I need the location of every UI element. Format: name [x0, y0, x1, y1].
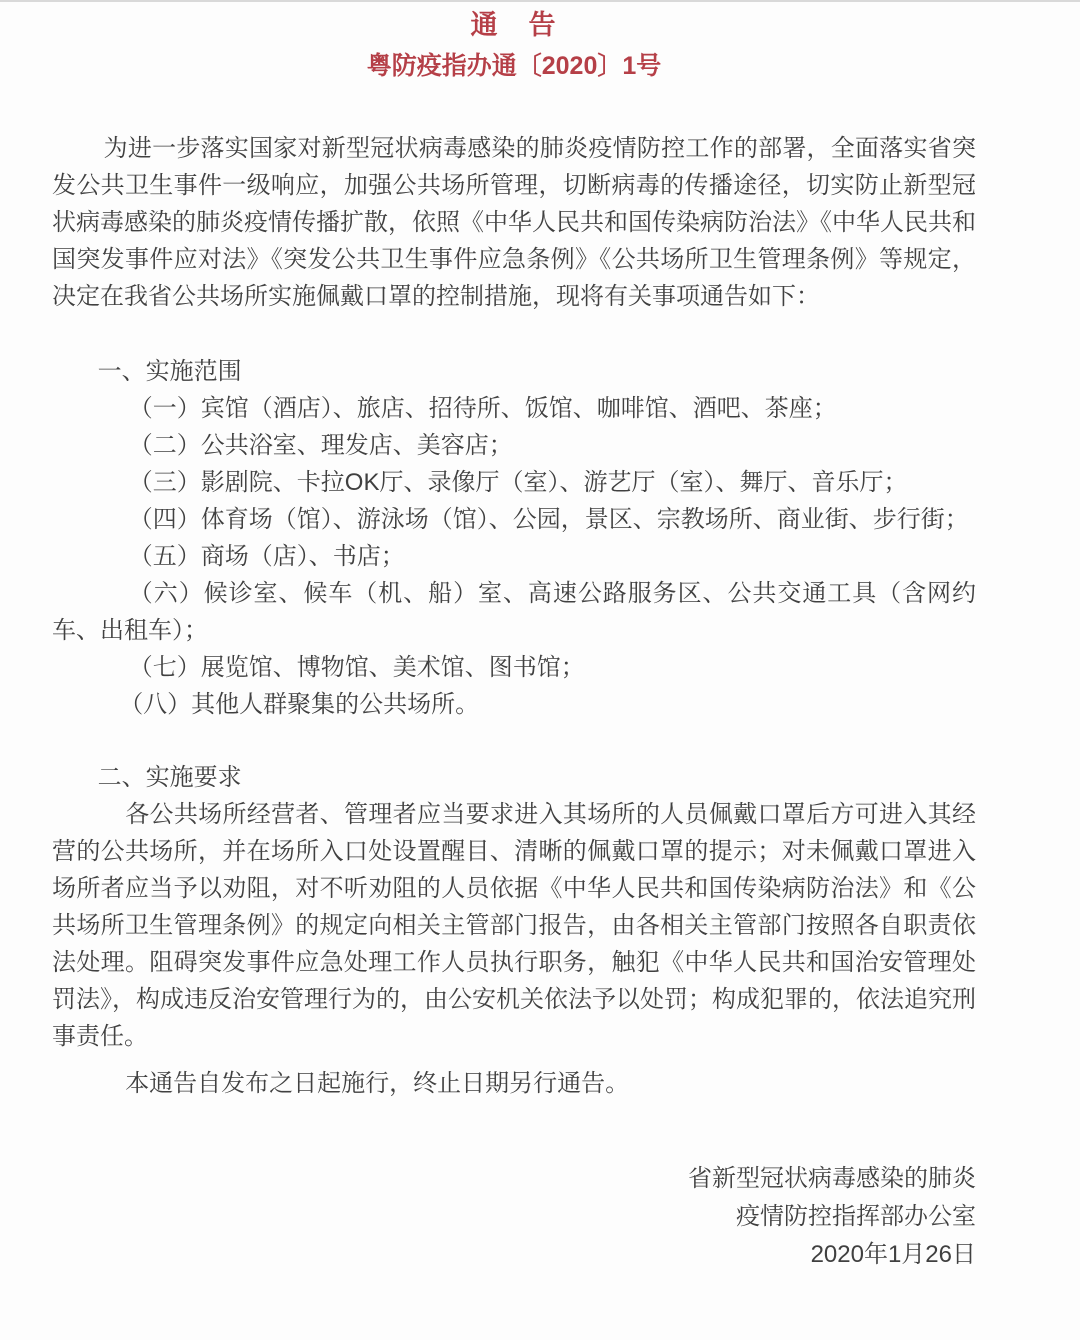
effective-date-paragraph: 本通告自发布之日起施行，终止日期另行通告。 — [125, 1070, 630, 1097]
section1-heading: 一、实施范围 — [97, 358, 242, 385]
signature-org-line2: 疫情防控指挥部办公室 — [736, 1203, 976, 1230]
intro-paragraph: 为进一步落实国家对新型冠状病毒感染的肺炎疫情防控工作的部署，全面落实省突发公共卫生事件一级响应，加强公共场所管理，切断病毒的传播途径，切实防止新型冠状病毒感染的肺炎疫情传播扩散，依照《中华人民共和国传染病防治法》《中华人民共和国突发事件应对法》《突发公共卫生事件应急条例》《公共场所卫生管理条例》等规定，决定在我省公共场所实施佩戴口罩的控制措施，现将有关事项通告如下： — [52, 135, 976, 310]
scope-item-6: （六）候诊室、候车（机、船）室、高速公路服务区、公共交通工具（含网约车、出租车）； — [52, 580, 976, 644]
scope-item-1: （一）宾馆（酒店）、旅店、招待所、饭馆、咖啡馆、酒吧、茶座； — [128, 395, 837, 422]
requirements-paragraph: 各公共场所经营者、管理者应当要求进入其场所的人员佩戴口罩后方可进入其经营的公共场所，并在场所入口处设置醒目、清晰的佩戴口罩的提示；对未佩戴口罩进入场所者应当予以劝阻，对不听劝阻的人员依据《中华人民共和国传染病防治法》和《公共场所卫生管理条例》的规定向相关主管部门报告，由各相关主管部门按照各自职责依法处理。阻碍突发事件应急处理工作人员执行职务，触犯《中华人民共和国治安管理处罚法》，构成违反治安管理行为的，由公安机关依法予以处罚；构成犯罪的，依法追究刑事责任。 — [52, 801, 976, 1050]
signature-block — [52, 1160, 976, 1274]
scope-item-2: （二）公共浴室、理发店、美容店； — [128, 432, 513, 459]
scope-item-7: （七）展览馆、博物馆、美术馆、图书馆； — [128, 654, 585, 681]
signature-date: 2020年1月26日 — [810, 1241, 976, 1268]
scope-item-4: （四）体育场（馆）、游泳场（馆）、公园，景区、宗教场所、商业街、步行街； — [128, 506, 969, 533]
scope-item-8: （八）其他人群聚集的公共场所。 — [119, 691, 480, 718]
scope-item-5: （五）商场（店）、书店； — [128, 543, 405, 570]
signature-org-line1: 省新型冠状病毒感染的肺炎 — [688, 1165, 976, 1192]
scope-item-3: （三）影剧院、卡拉OK厅、录像厅（室）、游艺厅（室）、舞厅、音乐厅； — [128, 469, 908, 496]
notice-title: 通 告 — [470, 10, 558, 40]
document-number: 粤防疫指办通〔2020〕1号 — [366, 52, 662, 80]
section2-heading: 二、实施要求 — [97, 764, 242, 791]
